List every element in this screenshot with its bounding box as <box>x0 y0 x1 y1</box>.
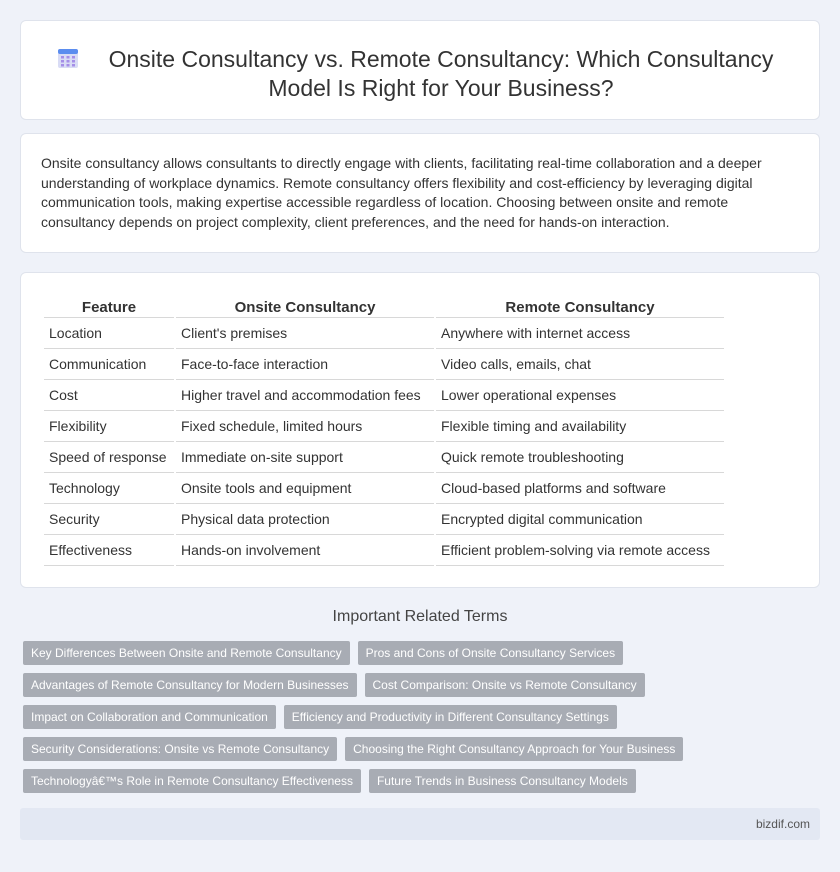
table-cell-remote: Quick remote troubleshooting <box>436 442 724 473</box>
table-row <box>44 473 724 504</box>
table-row <box>44 411 724 442</box>
comparison-table <box>42 296 726 566</box>
header-card <box>20 20 820 120</box>
column-header-remote: Remote Consultancy <box>436 296 724 318</box>
table-row <box>44 504 724 535</box>
footer-site-name[interactable]: bizdif.com <box>755 817 810 831</box>
related-term-link[interactable]: Pros and Cons of Onsite Consultancy Services <box>358 641 623 665</box>
related-term-link[interactable]: Security Considerations: Onsite vs Remote Consultancy <box>23 737 337 761</box>
table-cell-onsite: Fixed schedule, limited hours <box>176 411 434 442</box>
related-term-link[interactable]: Key Differences Between Onsite and Remote Consultancy <box>23 641 350 665</box>
table-cell-remote: Cloud-based platforms and software <box>436 473 724 504</box>
table-cell-onsite: Hands-on involvement <box>176 535 434 566</box>
related-terms-heading: Important Related Terms <box>332 608 508 625</box>
table-cell-onsite: Higher travel and accommodation fees <box>176 380 434 411</box>
table-cell-feature: Technology <box>44 473 174 504</box>
related-term-link[interactable]: Technologyâ€™s Role in Remote Consultancy Effectiveness <box>23 769 361 793</box>
table-cell-onsite: Onsite tools and equipment <box>176 473 434 504</box>
related-term-link[interactable]: Efficiency and Productivity in Different Consultancy Settings <box>284 705 617 729</box>
related-term-link[interactable]: Advantages of Remote Consultancy for Modern Businesses <box>23 673 357 697</box>
related-term-link[interactable]: Impact on Collaboration and Communication <box>23 705 276 729</box>
related-terms-list <box>23 641 823 801</box>
related-term-link[interactable]: Choosing the Right Consultancy Approach for Your Business <box>345 737 683 761</box>
footer-bar <box>20 808 820 840</box>
column-header-onsite: Onsite Consultancy <box>176 296 434 318</box>
table-cell-onsite: Physical data protection <box>176 504 434 535</box>
table-cell-feature: Effectiveness <box>44 535 174 566</box>
table-header-row <box>44 296 724 318</box>
related-term-link[interactable]: Future Trends in Business Consultancy Models <box>369 769 636 793</box>
table-row <box>44 442 724 473</box>
table-cell-remote: Encrypted digital communication <box>436 504 724 535</box>
table-row <box>44 380 724 411</box>
related-term-link[interactable]: Cost Comparison: Onsite vs Remote Consultancy <box>365 673 645 697</box>
comparison-table-card <box>20 272 820 588</box>
table-cell-feature: Flexibility <box>44 411 174 442</box>
intro-paragraph: Onsite consultancy allows consultants to directly engage with clients, facilitating real-time collaboration and a deeper understanding of workplace dynamics. Remote consultancy offers flexibility and cost-efficiency by leveraging digital communication tools, making expertise accessible regardless of location. Choosing between onsite and remote consultancy depends on project complexity, client preferences, and the need for hands-on interaction. <box>41 155 762 231</box>
table-cell-onsite: Client's premises <box>176 318 434 349</box>
table-row <box>44 535 724 566</box>
column-header-feature: Feature <box>44 296 174 318</box>
table-cell-feature: Communication <box>44 349 174 380</box>
table-cell-remote: Flexible timing and availability <box>436 411 724 442</box>
table-cell-remote: Video calls, emails, chat <box>436 349 724 380</box>
table-cell-remote: Lower operational expenses <box>436 380 724 411</box>
table-cell-feature: Security <box>44 504 174 535</box>
table-row <box>44 318 724 349</box>
table-cell-remote: Anywhere with internet access <box>436 318 724 349</box>
page-title: Onsite Consultancy vs. Remote Consultancy: Which Consultancy Model Is Right for Your Business? <box>108 46 774 101</box>
table-row <box>44 349 724 380</box>
table-cell-feature: Cost <box>44 380 174 411</box>
intro-card <box>20 133 820 253</box>
table-cell-onsite: Face-to-face interaction <box>176 349 434 380</box>
table-cell-feature: Location <box>44 318 174 349</box>
table-cell-remote: Efficient problem-solving via remote access <box>436 535 724 566</box>
table-cell-feature: Speed of response <box>44 442 174 473</box>
table-cell-onsite: Immediate on-site support <box>176 442 434 473</box>
